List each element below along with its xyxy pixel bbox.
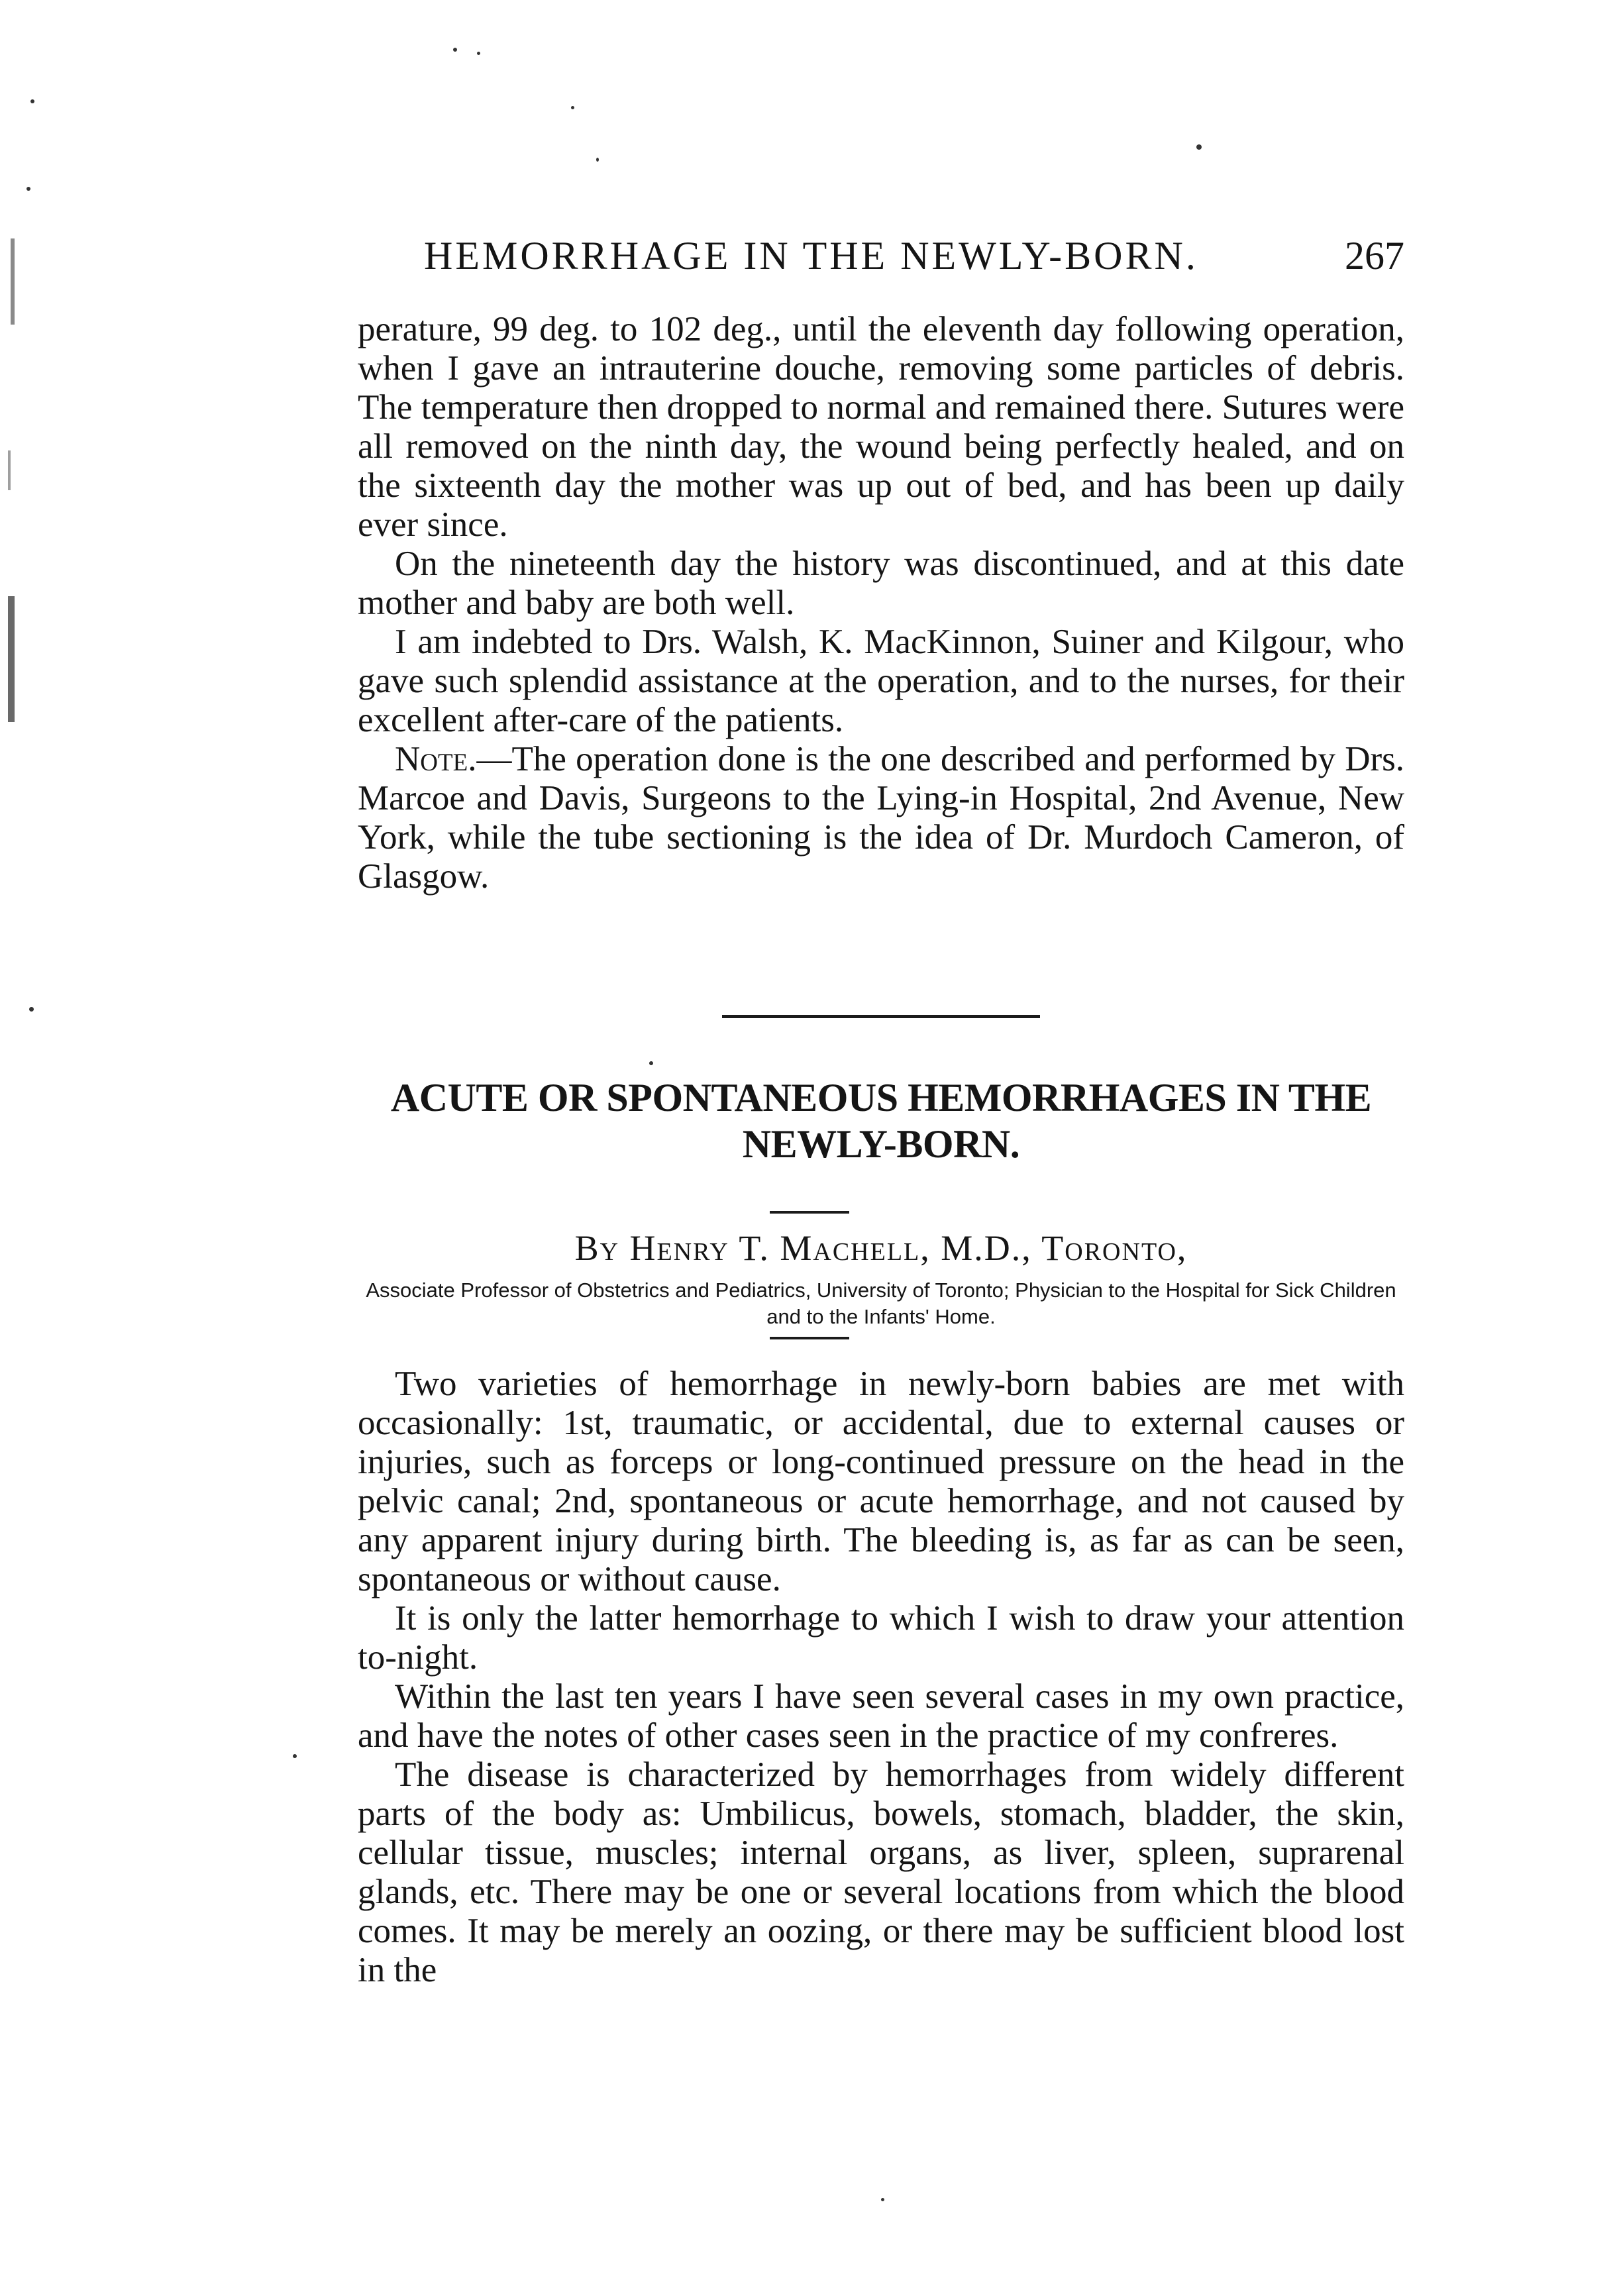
note-paragraph bbox=[358, 740, 1404, 896]
paragraph: I am indebted to Drs. Walsh, K. MacKinnon, Suiner and Kilgour, who gave such splendid assistance at the operation, and to the nurses, for their excellent after-care of the patients. bbox=[358, 623, 1404, 739]
scan-edge-mark bbox=[8, 596, 15, 722]
previous-article-text bbox=[358, 310, 1404, 896]
note-label: Note. bbox=[395, 740, 477, 778]
scan-speck bbox=[571, 106, 574, 109]
scan-speck bbox=[453, 48, 457, 52]
scan-speck bbox=[596, 158, 599, 162]
byline-rule bbox=[770, 1337, 849, 1339]
article-title: ACUTE OR SPONTANEOUS HEMORRHAGES IN THE NEWLY-BORN. bbox=[390, 1076, 1372, 1166]
scan-speck bbox=[1196, 144, 1202, 150]
paragraph: Two varieties of hemorrhage in newly-born babies are met with occasionally: 1st, traumatic, or accidental, due to external causes or injuries, such as forceps or long-continued pressure on the head in the pelvic canal; 2nd, spontaneous or acute hemorrhage, and not caused by any apparent injury during birth. The bleeding is, as far as can be seen, spontaneous or without cause. bbox=[358, 1365, 1404, 1598]
scan-edge-mark bbox=[11, 238, 15, 325]
scan-speck bbox=[293, 1754, 297, 1758]
page-number: 267 bbox=[1345, 234, 1404, 278]
running-title: HEMORRHAGE IN THE NEWLY-BORN. bbox=[424, 234, 1198, 278]
paragraph: Within the last ten years I have seen several cases in my own practice, and have the notes of other cases seen in the practice of my confreres. bbox=[358, 1677, 1404, 1755]
title-rule bbox=[770, 1211, 849, 1214]
note-text: —The operation done is the one described and performed by Drs. Marcoe and Davis, Surgeons to the Lying-in Hospital, 2nd Avenue, New York, while the tube sectioning is the idea of Dr. Murdoch Cameron, of Glasgow. bbox=[358, 740, 1404, 896]
running-head bbox=[424, 229, 1404, 282]
scan-speck bbox=[29, 1007, 34, 1012]
scan-speck bbox=[30, 99, 34, 103]
scan-speck bbox=[477, 52, 480, 55]
paragraph: perature, 99 deg. to 102 deg., until the eleventh day following operation, when I gave an intrauterine douche, removing some particles of debris. The temperature then dropped to normal and remained there. Sutures were all removed on the ninth day, the wound being perfectly healed, and on the sixteenth day the mother was up out of bed, and has been up daily ever since. bbox=[358, 310, 1404, 544]
author-affiliation: Associate Professor of Obstetrics and Pediatrics, University of Toronto; Physician to the Hospital for Sick Children and to the Infants' Home. bbox=[366, 1278, 1396, 1328]
article-body bbox=[358, 1365, 1404, 1990]
scan-speck bbox=[26, 187, 30, 191]
paragraph: It is only the latter hemorrhage to which I wish to draw your attention to-night. bbox=[358, 1599, 1404, 1677]
author-byline: By Henry T. Machell, M.D., Toronto, bbox=[574, 1228, 1188, 1268]
scan-edge-mark bbox=[8, 450, 11, 490]
scan-speck bbox=[881, 2198, 884, 2201]
paragraph: The disease is characterized by hemorrhages from widely different parts of the body as: Umbilicus, bowels, stomach, bladder, the skin, cellular tissue, muscles; internal organs, as liver, spleen, suprarenal glands, etc. There may be one or several locations from which the blood comes. It may be merely an oozing, or there may be sufficient blood lost in the bbox=[358, 1755, 1404, 1989]
paragraph: On the nineteenth day the history was discontinued, and at this date mother and baby are both well. bbox=[358, 545, 1404, 622]
scan-speck bbox=[649, 1061, 653, 1065]
section-divider bbox=[722, 1015, 1040, 1018]
